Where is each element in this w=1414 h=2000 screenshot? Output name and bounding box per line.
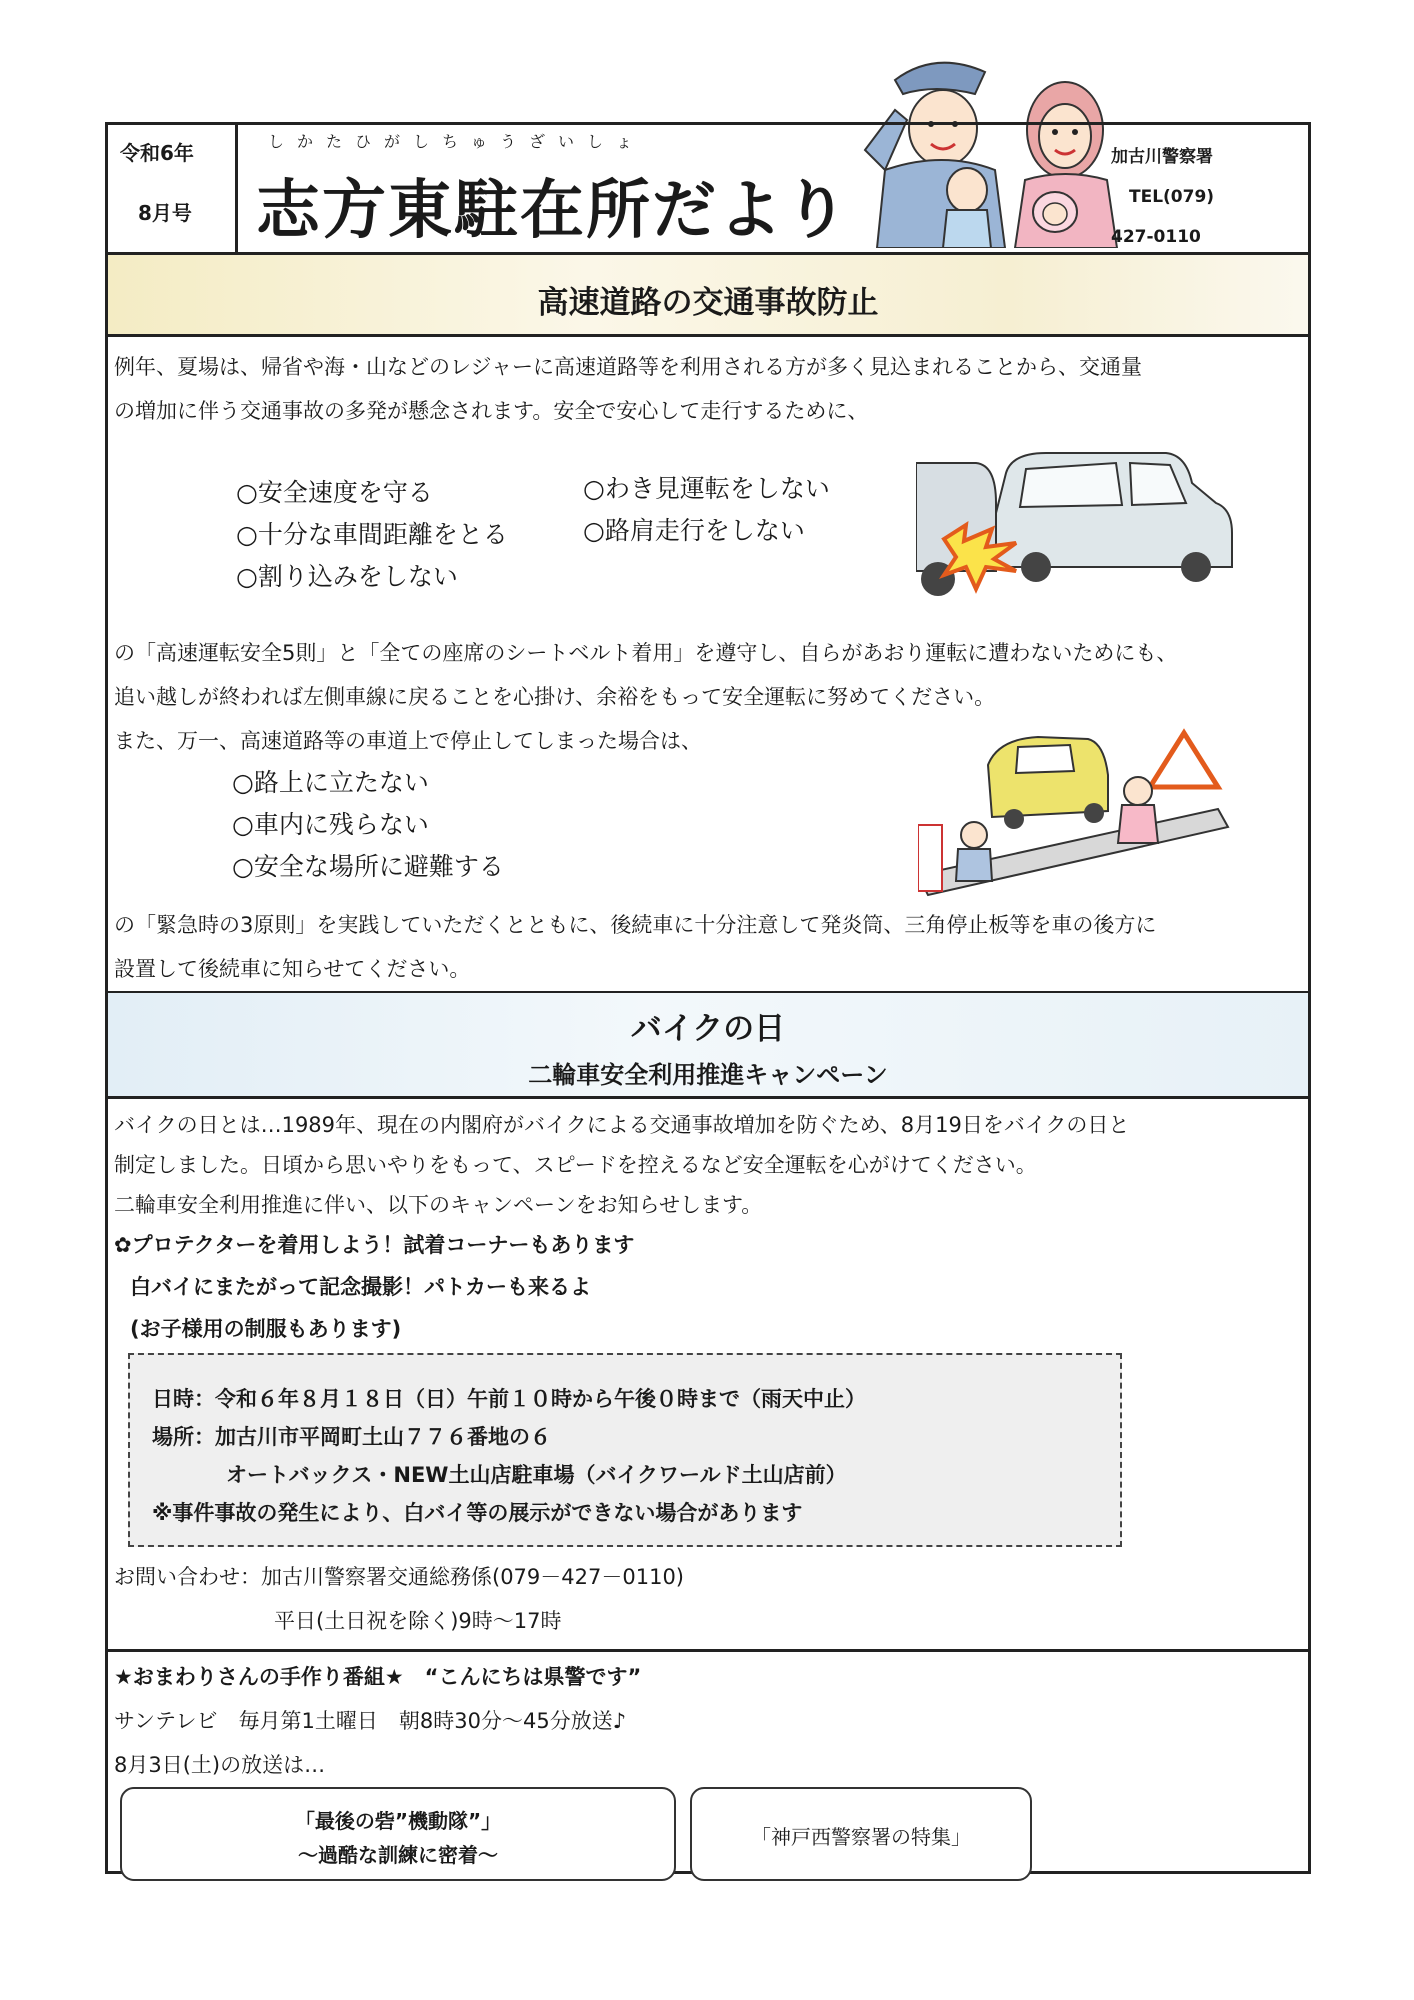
tv-program-title: ★おまわりさんの手作り番組★ “こんにちは県警です” [114,1665,642,1689]
campaign-kids-uniform: (お子様用の制服もあります) [130,1317,402,1341]
campaign-photo: 白バイにまたがって記念撮影！パトカーも来るよ [130,1275,591,1299]
highway-outro-2: 設置して後続車に知らせてください。 [114,957,471,981]
section-divider [108,1649,1308,1652]
program-box-kobe-nishi [690,1787,1032,1881]
office-name: 加古川警察署 [1111,147,1213,167]
program-1-title: 「最後の砦”機動隊”」 [294,1809,502,1833]
emergency-rule-1: ○路上に立たない [232,768,429,797]
issue-year: 令和6年 [120,141,194,165]
event-info-box [128,1353,1122,1547]
program-1-subtitle: ～過酷な訓練に密着～ [298,1843,498,1867]
highway-intro-2: の増加に伴う交通事故の多発が懸念されます。安全で安心して走行するために、 [114,399,869,423]
program-2-title: 「神戸西警察署の特集」 [751,1825,971,1849]
highway-heading: 高速道路の交通事故防止 [537,285,879,321]
highway-heading-band [108,255,1308,337]
office-tel-number: 427-0110 [1111,227,1201,247]
highway-outro-1: の「緊急時の3原則」を実践していただくとともに、後続車に十分注意して発炎筒、三角停止板等を車の後方に [114,913,1157,937]
rule-following-distance: ○十分な車間距離をとる [236,520,508,549]
issue-date [108,125,238,252]
contact-hours: 平日(土日祝を除く)9時～17時 [274,1609,562,1633]
highway-intro-1: 例年、夏場は、帰省や海・山などのレジャーに高速道路等を利用される方が多く見込まれることから、交通量 [114,355,1143,379]
bike-paragraph-3: 二輪車安全利用推進に伴い、以下のキャンペーンをお知らせします。 [114,1193,763,1217]
campaign-protector: ✿プロテクターを着用しよう！試着コーナーもあります [114,1233,635,1257]
emergency-rule-2: ○車内に残らない [232,810,429,839]
roadside-evacuation-illustration [918,725,1248,897]
highway-mid-2: 追い越しが終われば左側車線に戻ることを心掛け、余裕をもって安全運転に努めてください。 [114,685,996,709]
car-collision-illustration [916,443,1256,603]
rule-no-cutting-in: ○割り込みをしない [236,562,458,591]
program-box-riot-police [120,1787,676,1881]
issue-month: 8月号 [138,201,192,225]
event-place-detail: オートバックス・NEW土山店駐車場（バイクワールド土山店前） [226,1463,847,1487]
bike-subheading: 二輪車安全利用推進キャンペーン [528,1061,888,1089]
bike-heading: バイクの日 [630,1011,786,1047]
bike-heading-band [108,993,1308,1099]
rule-no-shoulder: ○路肩走行をしない [583,516,805,545]
office-tel-area: TEL(079) [1129,187,1215,207]
bike-paragraph-2: 制定しました。日頃から思いやりをもって、スピードを控えるなど安全運転を心がけてください。 [114,1153,1037,1177]
office-info [1111,137,1301,257]
highway-mid-1: の「高速運転安全5則」と「全ての座席のシートベルト着用」を遵守し、自らがあおり運転に遭わないためにも、 [114,641,1178,665]
event-place: 場所：加古川市平岡町土山７７６番地の６ [152,1425,551,1449]
emergency-rule-3: ○安全な場所に避難する [232,852,504,881]
title-ruby: しかたひがしちゅうざいしょ [268,132,646,151]
newsletter-frame [105,122,1311,1874]
contact-line: お問い合わせ：加古川警察署交通総務係(079－427－0110) [114,1565,684,1589]
tv-broadcast-intro: 8月3日(土)の放送は… [114,1753,326,1777]
highway-mid-3: また、万一、高速道路等の車道上で停止してしまった場合は、 [114,729,702,753]
event-note: ※事件事故の発生により、白バイ等の展示ができない場合があります [152,1501,803,1525]
rule-no-distraction: ○わき見運転をしない [583,474,830,503]
tv-schedule: サンテレビ 毎月第1土曜日 朝8時30分～45分放送♪ [114,1709,627,1733]
newsletter-title: 志方東駐在所だより [256,174,850,248]
event-date: 日時：令和６年８月１８日（日）午前１０時から午後０時まで（雨天中止） [152,1387,866,1411]
rule-safe-speed: ○安全速度を守る [236,478,433,507]
header [108,125,1308,255]
bike-paragraph-1: バイクの日とは…1989年、現在の内閣府がバイクによる交通事故増加を防ぐため、8月19日をバイクの日と [114,1113,1130,1137]
